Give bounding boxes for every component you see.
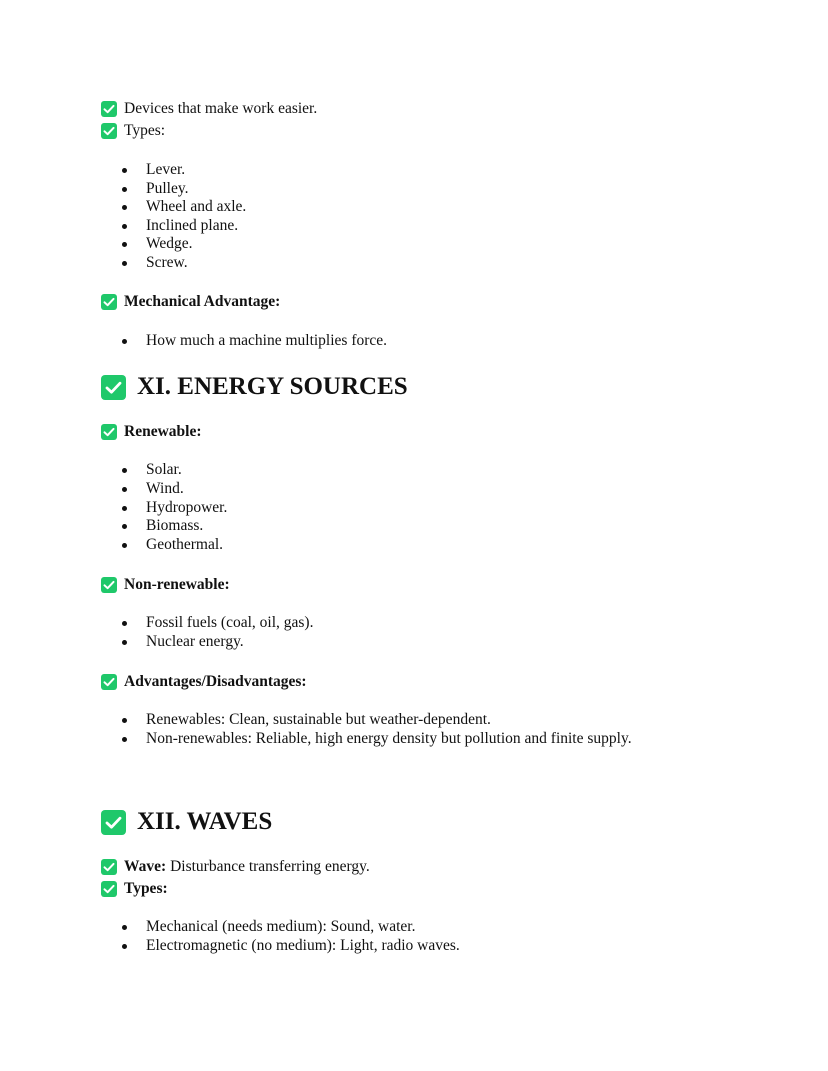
bullet-dot [122, 224, 127, 229]
nonrenewable-label: Non-renewable: [124, 576, 230, 593]
bullet-dot [122, 168, 127, 173]
renewable-label: Renewable: [124, 423, 202, 440]
bullet-dot [122, 339, 127, 344]
green-checkbox-icon [101, 375, 126, 400]
bullet-dot [122, 242, 127, 247]
bullet-dot [122, 187, 127, 192]
bullet-dot [122, 621, 127, 626]
bullet-dot [122, 261, 127, 266]
energy-heading-text: XI. ENERGY SOURCES [137, 373, 408, 400]
checklist-item [101, 99, 317, 119]
green-checkbox-icon [101, 674, 117, 690]
green-checkbox-icon [101, 810, 126, 835]
advantages-label: Advantages/Disadvantages: [124, 673, 307, 690]
section-heading-energy [101, 372, 408, 402]
bullet-dot [122, 737, 127, 742]
green-checkbox-icon [101, 859, 117, 875]
green-checkbox-icon [101, 881, 117, 897]
bullet-dot [122, 944, 127, 949]
document-page: Devices that make work easier. Types: Lever. Pulley. Wheel and axle. Inclined plane. Wedge. Screw. Mechanical Advantage: How much a machine multiplies force. XI. ENERGY SOURCES Renewable: Solar. Wind. Hydropower. Biomass. Geothermal. Non-renewable: Fossil fuels (coal, oil, gas). Nuclear energy. Advantages/Disadvantages: Renewables: Clean, sustainable but weather-dependent. Non-renewables: Reliable, high energy density but pollution and finite supply. XII. WAVES Wave: Disturbance transferring energy. Types: Mechanical (needs medium): Sound, water. Electromagnetic (no medium): Light, radio waves. [0, 0, 828, 1071]
waves-heading-text: XII. WAVES [137, 808, 273, 835]
bullet-dot [122, 468, 127, 473]
machines-definition: Devices that make work easier. [124, 100, 318, 117]
bullet-dot [122, 925, 127, 930]
wave-types-label: Types: [124, 880, 168, 897]
machines-types-label: Types: [124, 122, 166, 139]
checklist-item [101, 879, 168, 899]
bullet-dot [122, 205, 127, 210]
green-checkbox-icon [101, 123, 117, 139]
bullet-dot [122, 718, 127, 723]
bullet-dot [122, 524, 127, 529]
bullet-dot [122, 506, 127, 511]
green-checkbox-icon [101, 101, 117, 117]
checklist-item [101, 575, 230, 595]
wave-label: Wave: [124, 858, 167, 875]
checklist-item [101, 121, 165, 141]
bullet-dot [122, 543, 127, 548]
green-checkbox-icon [101, 294, 117, 310]
wave-definition: Disturbance transferring energy. [166, 858, 370, 875]
checklist-item [101, 857, 370, 877]
checklist-item [101, 672, 307, 692]
bullet-dot [122, 640, 127, 645]
green-checkbox-icon [101, 577, 117, 593]
bullet-dot [122, 487, 127, 492]
section-heading-waves [101, 807, 272, 837]
checklist-item [101, 292, 280, 312]
green-checkbox-icon [101, 424, 117, 440]
mechanical-advantage-label: Mechanical Advantage: [124, 293, 281, 310]
checklist-item [101, 422, 202, 442]
